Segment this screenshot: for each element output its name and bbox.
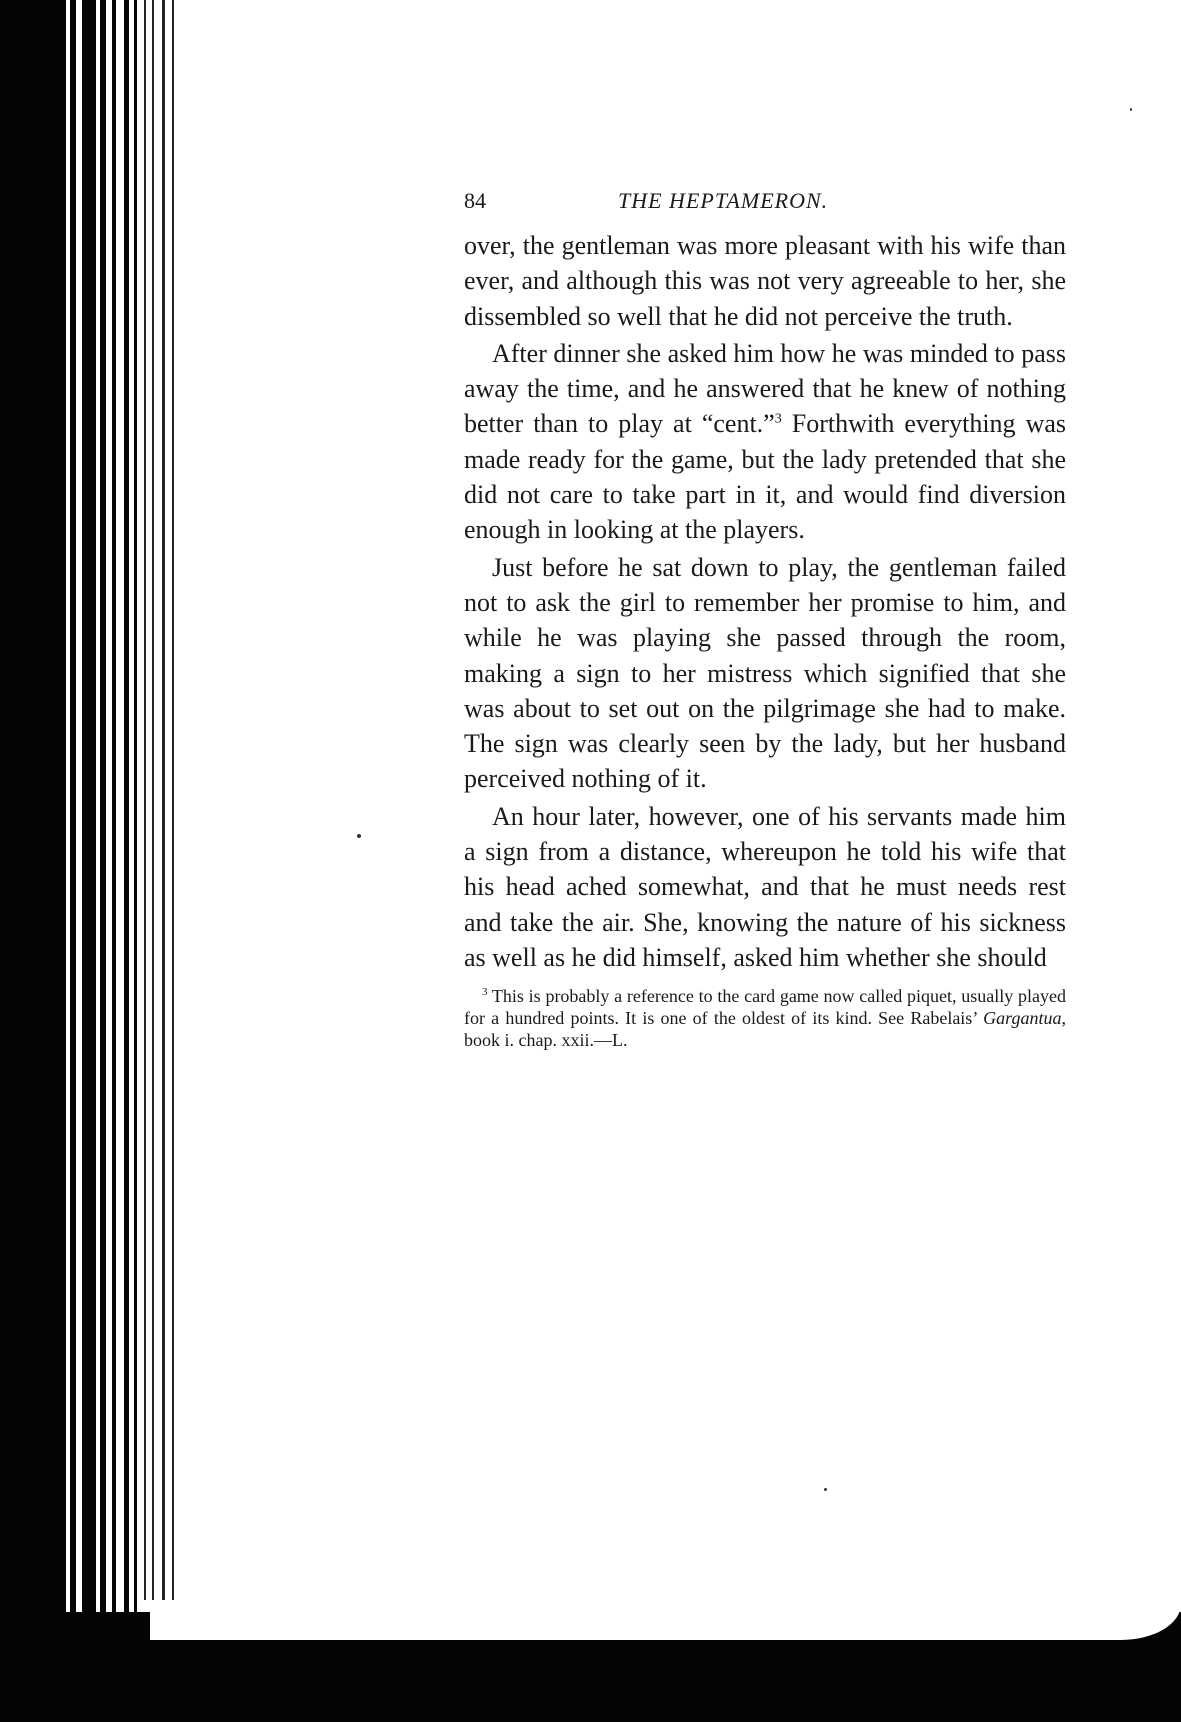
- footnote-book-title: Gargantua: [983, 1008, 1062, 1029]
- page-header: [464, 188, 1066, 224]
- paragraph-3: Just before he sat down to play, the gentleman failed not to ask the girl to remember her promise to him, and while he was playing she passed through the room, making a sign to her mistress which signified that she was about to set out on the pilgrimage she had to make. The sign was clearly seen by the lady, but her husband perceived nothing of it.: [464, 552, 1066, 794]
- scan-speck: [1130, 108, 1132, 111]
- scan-speck: [357, 834, 361, 838]
- running-title: THE HEPTAMERON.: [618, 188, 829, 213]
- paragraph-2-text: After dinner she asked him how he was minded to pass away the time, and he answered that he knew of nothing better than to play at “cent.”: [464, 338, 1066, 439]
- scan-speck: [824, 1488, 827, 1491]
- page-number: 84: [464, 188, 486, 213]
- paragraph-4: An hour later, however, one of his servants made him a sign from a distance, whereupon he told his wife that his head ached somewhat, and that he must needs rest and take the air. She, knowing the nature of his sickness as well as he did himself, asked him whether she should: [464, 801, 1066, 972]
- paragraph-2-rest: Forthwith everything was made ready for the game, but the lady pretended that she did not care to take part in it, and would find diversion enough in looking at the players.: [464, 409, 1067, 545]
- book-gutter: [0, 0, 190, 1722]
- book-page: [464, 188, 1066, 1051]
- footnote-text: This is probably a reference to the card game now called piquet, usually played for a hundred points. It is one of the oldest of its kind. See Rabelais’: [464, 986, 1066, 1029]
- footnote-marker: 3: [482, 986, 488, 999]
- scan-bottom-edge: [0, 1612, 1181, 1722]
- footnote: [464, 985, 1066, 1051]
- paragraph-2: [464, 336, 1066, 548]
- footnote-citation: , book i. chap. xxii.—L.: [464, 1008, 1066, 1051]
- footnote-reference: 3: [774, 411, 782, 427]
- body-text: [464, 228, 1066, 975]
- paragraph-1: over, the gentleman was more pleasant with his wife than ever, and although this was not very agreeable to her, she dissembled so well that he did not perceive the truth.: [464, 231, 1066, 331]
